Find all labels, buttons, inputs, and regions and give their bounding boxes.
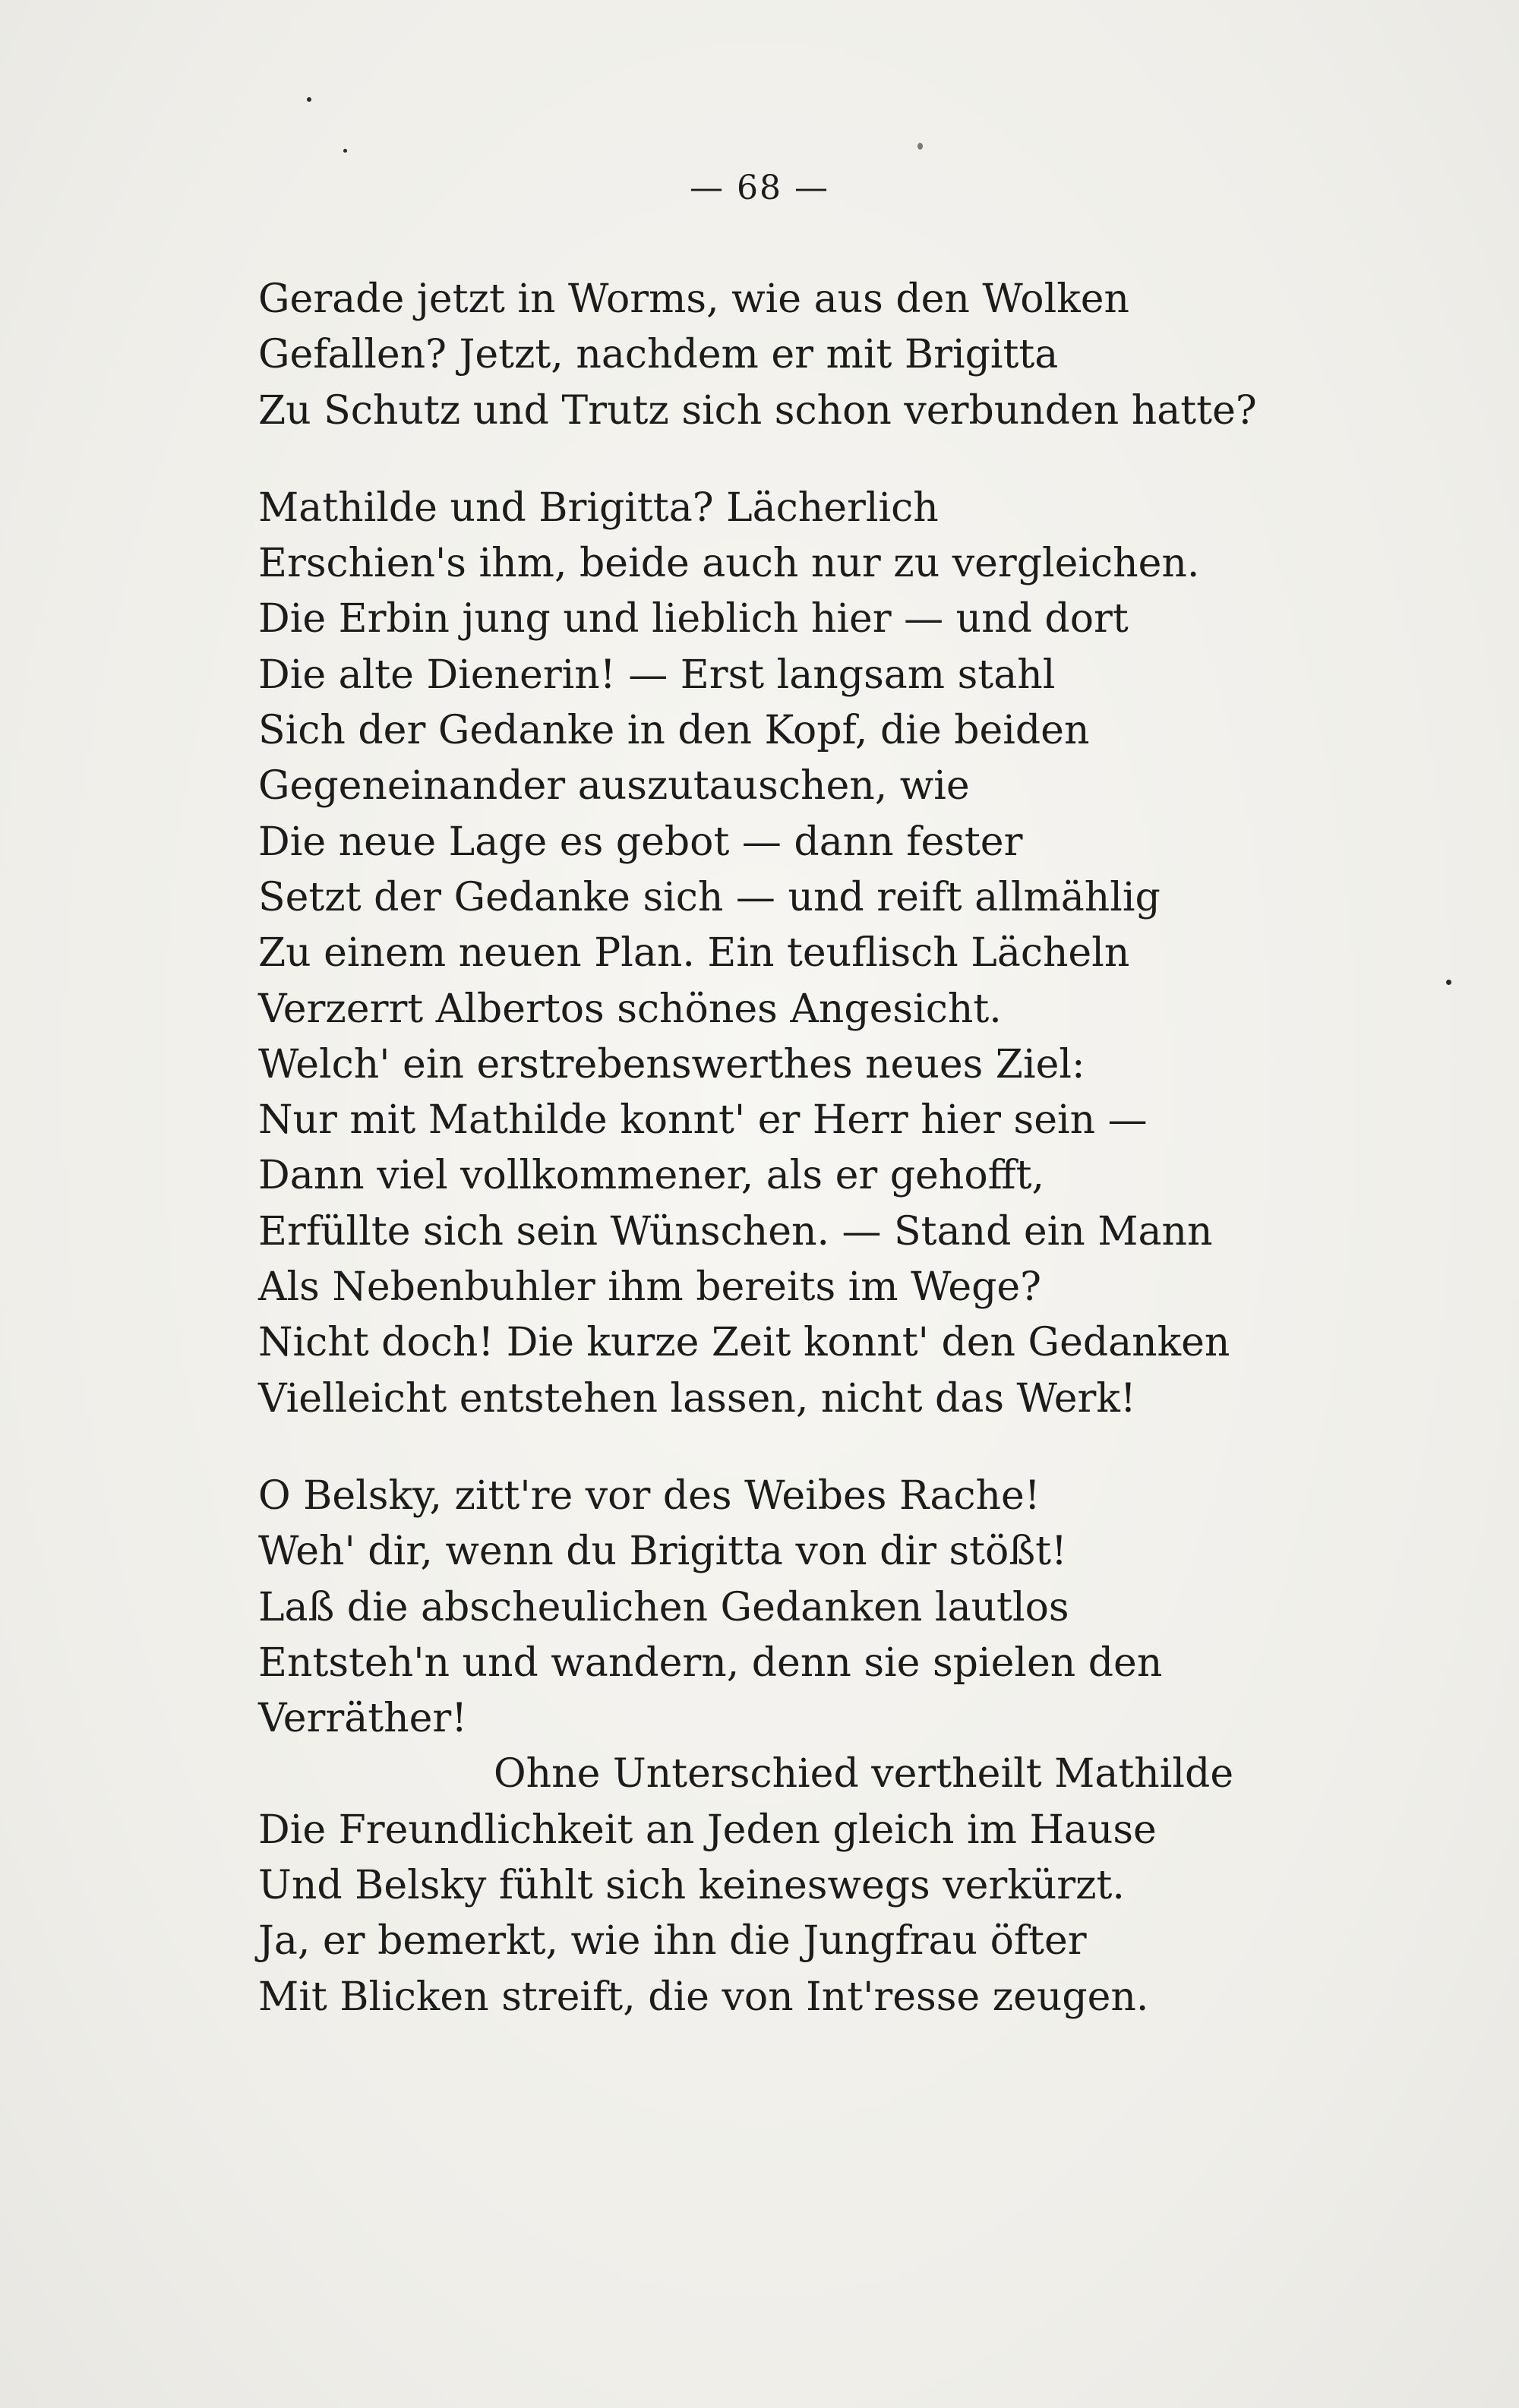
stanza-4 [258,1747,1276,2025]
text-line: Nicht doch! Die kurze Zeit konnt' den Gedanken [258,1320,1230,1366]
text-line: O Belsky, zitt're vor des Weibes Rache! [258,1472,1041,1519]
text-line: Setzt der Gedanke sich — und reift allmählig [258,874,1161,920]
text-line: Ja, er bemerkt, wie ihn die Jungfrau öfter [258,1918,1087,1965]
text-line: Die alte Dienerin! — Erst langsam stahl [258,652,1056,698]
text-line: Mathilde und Brigitta? Lächerlich [258,484,939,531]
text-line: Dann viel vollkommener, als er gehofft, [258,1153,1044,1199]
stanza-3 [258,1469,1276,1747]
text-line: Gefallen? Jetzt, nachdem er mit Brigitta [258,332,1059,378]
text-line: Weh' dir, wenn du Brigitta von dir stößt! [258,1529,1067,1575]
text-line: Erfüllte sich sein Wünschen. — Stand ein Mann [258,1208,1213,1254]
text-line: Verräther! [258,1696,468,1742]
text-line: Die Freundlichkeit an Jeden gleich im Hause [258,1807,1157,1853]
ink-speck [307,97,311,102]
text-line: Mit Blicken streift, die von Int'resse zeugen. [258,1974,1149,2020]
text-line: Erschien's ihm, beide auch nur zu vergleichen. [258,541,1200,587]
stanza-gap [258,439,1276,481]
stanza-gap [258,1427,1276,1469]
text-line: Sich der Gedanke in den Kopf, die beiden [258,708,1090,754]
ink-speck [343,149,347,153]
text-line: Zu Schutz und Trutz sich schon verbunden hatte? [258,387,1257,434]
text-line: Als Nebenbuhler ihm bereits im Wege? [258,1264,1042,1311]
text-line: Entsteh'n und wandern, denn sie spielen den [258,1640,1163,1686]
text-line: Welch' ein erstrebenswerthes neues Ziel: [258,1041,1085,1087]
text-line: Die Erbin jung und lieblich hier — und dort [258,596,1129,642]
ink-speck [917,143,923,150]
text-line: Zu einem neuen Plan. Ein teuflisch Lächeln [258,930,1130,977]
page-number: — 68 — [690,169,829,207]
text-line: Ohne Unterschied vertheilt Mathilde [494,1751,1234,1797]
text-line: Laß die abscheulichen Gedanken lautlos [258,1584,1069,1630]
text-line: Nur mit Mathilde konnt' er Herr hier sein — [258,1097,1148,1144]
text-line: Vielleicht entstehen lassen, nicht das Werk! [258,1375,1136,1422]
poem-text [258,272,1276,2025]
stanza-2 [258,481,1276,1427]
text-line: Gegeneinander auszutauschen, wie [258,763,970,810]
text-line: Verzerrt Albertos schönes Angesicht. [258,986,1002,1032]
ink-speck [1446,980,1451,985]
stanza-1 [258,272,1276,439]
text-line: Gerade jetzt in Worms, wie aus den Wolken [258,276,1130,322]
text-line: Und Belsky fühlt sich keineswegs verkürzt. [258,1863,1125,1909]
text-line: Die neue Lage es gebot — dann fester [258,819,1023,865]
